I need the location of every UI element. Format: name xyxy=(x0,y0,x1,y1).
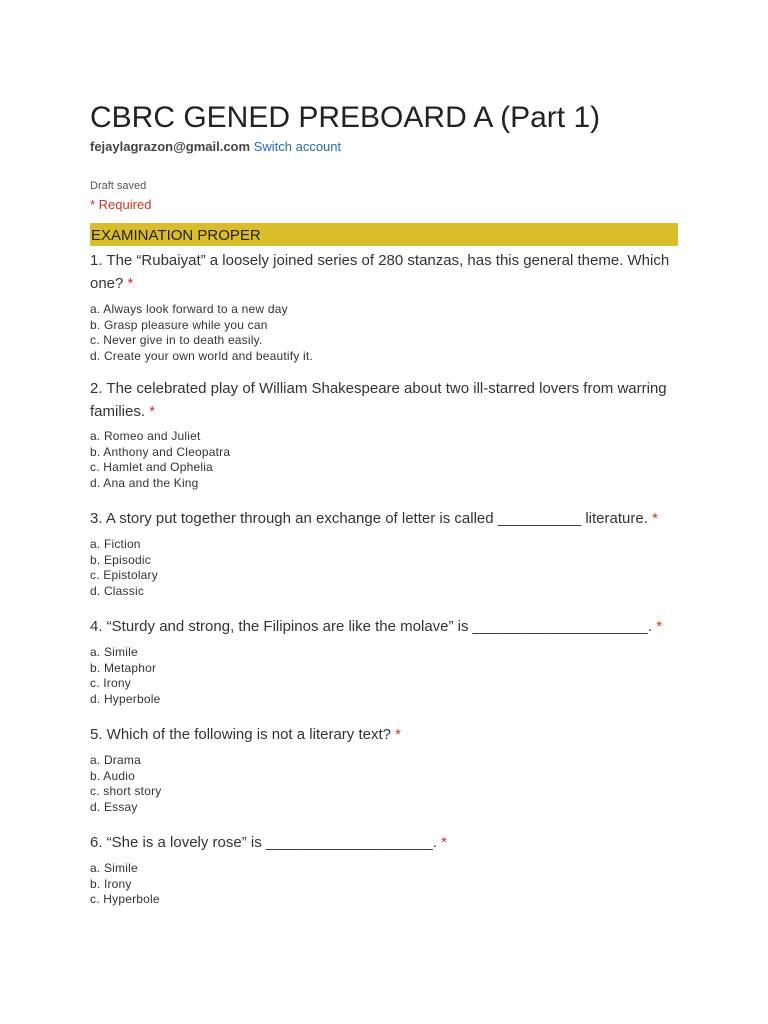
option-d[interactable]: d. Ana and the King xyxy=(90,475,199,490)
option-b[interactable]: b. Metaphor xyxy=(90,660,157,675)
question-label: 1. The “Rubaiyat” a loosely joined series of 280 stanzas, has this general theme. Which one? xyxy=(90,252,670,292)
form-title: CBRC GENED PREBOARD A (Part 1) xyxy=(90,101,601,134)
option-c[interactable]: c. Epistolary xyxy=(90,568,158,582)
form-container xyxy=(90,98,678,908)
question-4 xyxy=(90,615,678,707)
draft-status: Draft saved xyxy=(90,180,147,192)
option-d[interactable]: d. Hyperbole xyxy=(90,691,161,706)
option-b[interactable]: b. Grasp pleasure while you can xyxy=(90,317,268,332)
option-a[interactable]: a. Always look forward to a new day xyxy=(90,302,288,316)
question-text xyxy=(90,723,678,746)
option-d[interactable]: d. Essay xyxy=(90,799,138,814)
question-label: 6. “She is a lovely rose” is ____________________. xyxy=(90,834,437,851)
required-note: * Required xyxy=(90,197,152,212)
question-1 xyxy=(90,249,678,364)
option-d[interactable]: d. Classic xyxy=(90,583,145,598)
question-6 xyxy=(90,831,678,908)
question-text xyxy=(90,507,678,530)
option-a[interactable]: a. Drama xyxy=(90,753,141,767)
account-row xyxy=(90,138,678,156)
switch-account-link[interactable]: Switch account xyxy=(253,139,342,154)
required-star: * xyxy=(395,726,401,743)
option-c[interactable]: c. Irony xyxy=(90,676,131,690)
option-a[interactable]: a. Fiction xyxy=(90,537,141,551)
options-list xyxy=(90,429,678,491)
required-star: * xyxy=(656,618,663,635)
question-label: 4. “Sturdy and strong, the Filipinos are like the molave” is _____________________. xyxy=(90,618,653,635)
options-list xyxy=(90,753,678,815)
question-label: 3. A story put together through an exchange of letter is called __________ literature. xyxy=(90,510,648,527)
required-star: * xyxy=(652,510,658,527)
option-b[interactable]: b. Episodic xyxy=(90,552,151,567)
question-label: 5. Which of the following is not a literary text? xyxy=(90,726,391,743)
question-text xyxy=(90,249,678,295)
option-c[interactable]: c. Never give in to death easily. xyxy=(90,333,263,347)
option-a[interactable]: a. Simile xyxy=(90,861,138,875)
options-list xyxy=(90,861,678,908)
section-header: EXAMINATION PROPER xyxy=(90,223,678,246)
option-a[interactable]: a. Romeo and Juliet xyxy=(90,429,201,443)
question-5 xyxy=(90,723,678,815)
question-text xyxy=(90,377,678,423)
required-star: * xyxy=(149,403,156,420)
required-star: * xyxy=(127,275,134,292)
question-text xyxy=(90,615,678,638)
options-list xyxy=(90,302,678,364)
question-label: 2. The celebrated play of William Shakespeare about two ill-starred lovers from warring families. xyxy=(90,380,667,420)
option-b[interactable]: b. Irony xyxy=(90,876,132,891)
option-a[interactable]: a. Simile xyxy=(90,645,138,659)
question-2 xyxy=(90,377,678,491)
question-text xyxy=(90,831,678,854)
option-c[interactable]: c. Hyperbole xyxy=(90,892,160,906)
required-star: * xyxy=(441,834,447,851)
option-b[interactable]: b. Audio xyxy=(90,768,135,783)
account-email: fejaylagrazon@gmail.com xyxy=(90,139,251,154)
option-c[interactable]: c. Hamlet and Ophelia xyxy=(90,460,213,474)
option-d[interactable]: d. Create your own world and beautify it. xyxy=(90,348,313,363)
options-list xyxy=(90,645,678,707)
option-c[interactable]: c. short story xyxy=(90,784,162,798)
question-3 xyxy=(90,507,678,599)
option-b[interactable]: b. Anthony and Cleopatra xyxy=(90,444,231,459)
options-list xyxy=(90,537,678,599)
